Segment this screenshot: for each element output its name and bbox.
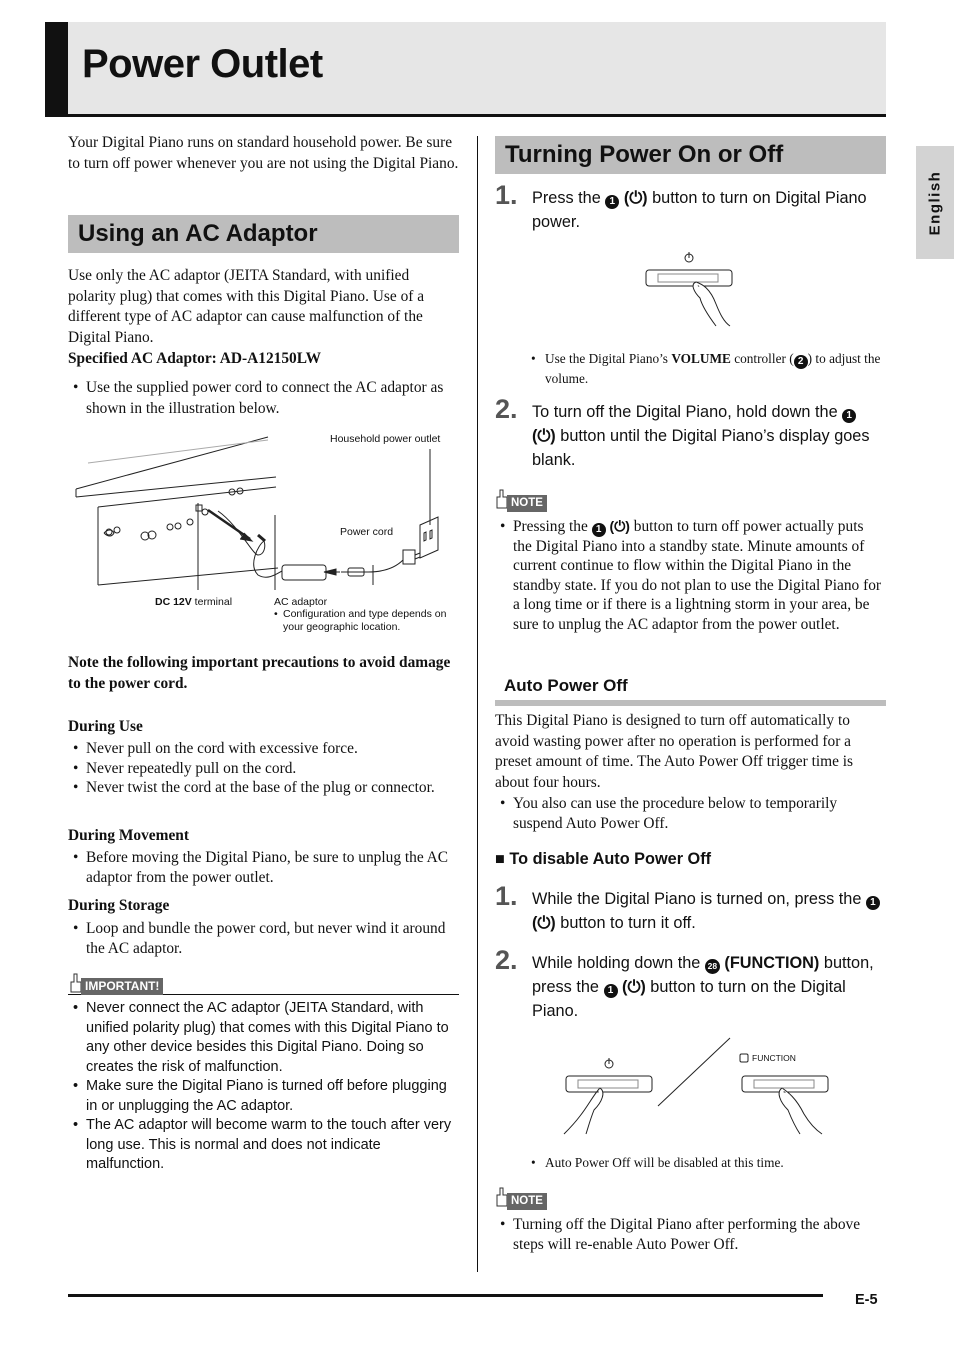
power-symbol: (⏻) — [532, 914, 556, 932]
important-header — [68, 972, 459, 995]
page-title: Power Outlet — [82, 42, 323, 86]
volume-note-part: controller ( — [730, 351, 794, 366]
label-ac-adaptor: AC adaptor — [274, 596, 328, 608]
note-badge: NOTE — [507, 495, 547, 512]
step-text-part: While holding down the — [532, 954, 705, 972]
function-button-label: FUNCTION — [752, 1053, 796, 1063]
step-text — [532, 951, 884, 1023]
note-text: • Pressing the 1 (⏻) button to turn off power actually puts the Digital Piano into a standby state. Minute amounts of current continue to flow within the Digital Piano in the standby state. If you do not plan to use the Digital Piano for a long time or if there is a lightning storm in your area, be sure to unplug the AC adaptor from the power outlet. — [500, 518, 882, 633]
step-text-part: To turn off the Digital Piano, hold down the — [532, 403, 843, 421]
label-dc-bold: DC 12V — [155, 596, 192, 608]
label-power-cord: Power cord — [340, 526, 394, 538]
during-use-list — [68, 739, 460, 798]
note-badge: NOTE — [507, 1193, 547, 1210]
precautions-heading: Note the following important precautions to avoid damage to the power cord. — [68, 654, 451, 692]
during-movement-list — [68, 848, 460, 887]
intro-paragraph: Your Digital Piano runs on standard household power. Be sure to turn off power whenever you are not using the Digital Piano. — [68, 134, 459, 172]
step-text-part: button, press the — [532, 954, 874, 996]
step-text-part: button to turn on the Digital Piano. — [532, 978, 846, 1020]
disable-heading — [495, 850, 711, 869]
auto-power-off-paragraph: This Digital Piano is designed to turn off automatically to avoid wasting power after no operation is performed for a preset amount of time. The Auto Power Off trigger time is about four hours. — [495, 712, 854, 791]
label-ac-note-text: Configuration and type depends on your geographic location. — [283, 608, 447, 633]
step-number: 1. — [495, 180, 518, 210]
note-text-part: button to turn off power actually puts the Digital Piano into a standby state. Minute amounts of current continue to flow within the Digital Piano in the standby state. If you do not plan to use the Digital Piano for a long time or if there is a lightning storm in your area, be sure to unplug the AC adaptor from the power outlet. — [513, 518, 882, 633]
footer-rule — [68, 1294, 823, 1297]
label-dc-terminal — [155, 596, 232, 608]
important-list — [68, 999, 460, 1175]
step-text-part: button until the Digital Piano’s display goes blank. — [532, 427, 870, 469]
ac-bullet-list — [68, 378, 460, 419]
volume-note: • Use the Digital Piano’s VOLUME controller ( 2 ) to adjust the volume. — [531, 351, 881, 386]
step-text-part: While the Digital Piano is turned on, press the — [532, 890, 866, 908]
note-header-2 — [495, 1186, 565, 1210]
section-heading-power: Turning Power On or Off — [495, 136, 886, 174]
during-storage-list — [68, 919, 460, 958]
power-button-number: 1 — [842, 409, 856, 423]
label-household-outlet: Household power outlet — [330, 433, 441, 445]
language-tab-label: English — [926, 170, 944, 235]
auto-power-off-rule — [495, 700, 886, 706]
list-item: • Make sure the Digital Piano is turned off before plugging in or unplugging the AC adaptor. — [68, 1077, 460, 1116]
power-button-number: 1 — [866, 896, 880, 910]
list-item: • Use the supplied power cord to connect the AC adaptor as shown in the illustration below. — [68, 378, 460, 419]
important-badge: IMPORTANT! — [81, 978, 163, 995]
auto-power-off-bullet — [495, 794, 886, 833]
list-item: • Never twist the cord at the base of the plug or connector. — [68, 778, 460, 798]
disable-step-2 — [495, 945, 886, 1025]
column-divider — [477, 136, 478, 1272]
power-button-illustration — [640, 248, 740, 328]
function-power-illustration — [560, 1036, 830, 1136]
list-item: • Never connect the AC adaptor (JEITA Standard, with unified polarity plug) that comes with this Digital Piano to any other device besides this Digital Piano. Doing so creates the risk of malfunction. — [68, 999, 460, 1077]
list-item: • You also can use the procedure below to temporarily suspend Auto Power Off. — [495, 794, 886, 833]
disable-step-1 — [495, 881, 886, 937]
step-text — [532, 186, 882, 234]
function-label: (FUNCTION) — [724, 954, 820, 972]
step-text-part: Press the — [532, 189, 606, 207]
section-heading-ac-adaptor: Using an AC Adaptor — [68, 215, 459, 253]
power-symbol: (⏻) — [609, 518, 630, 534]
list-item: • The AC adaptor will become warm to the touch after very long use. This is normal and does not indicate malfunction. — [68, 1116, 460, 1175]
list-item: • Before moving the Digital Piano, be sure to unplug the AC adaptor from the power outlet. — [68, 848, 460, 887]
volume-number: 2 — [794, 355, 808, 369]
step-2 — [495, 394, 886, 474]
title-accent-block — [45, 22, 68, 114]
step-number: 2. — [495, 945, 518, 975]
disabled-note-text: Auto Power Off will be disabled at this time. — [545, 1155, 784, 1170]
power-symbol: (⏻) — [623, 189, 648, 207]
power-button-number: 1 — [605, 195, 619, 209]
step-number: 2. — [495, 394, 518, 424]
volume-note-part: ) to adjust the volume. — [545, 351, 881, 386]
note-header — [495, 488, 565, 512]
title-bar — [45, 22, 886, 117]
volume-note-part: Use the Digital Piano’s — [545, 351, 672, 366]
auto-power-off-heading: Auto Power Off — [504, 676, 628, 695]
power-button-number: 1 — [592, 523, 606, 537]
step-text — [532, 887, 884, 935]
disabled-note: • Auto Power Off will be disabled at this time. — [531, 1155, 784, 1170]
step-text-part: button to turn it off. — [555, 914, 696, 932]
page-number: E-5 — [855, 1292, 878, 1308]
language-tab — [916, 146, 954, 259]
function-button-number: 28 — [705, 959, 720, 974]
disable-heading-text: To disable Auto Power Off — [509, 850, 712, 868]
list-item: • Never pull on the cord with excessive force. — [68, 739, 460, 759]
step-number: 1. — [495, 881, 518, 911]
power-symbol: (⏻) — [532, 427, 556, 445]
specified-adaptor: Specified AC Adaptor: AD-A12150LW — [68, 350, 321, 367]
label-ac-note: • Configuration and type depends on your geographic location. — [274, 608, 447, 633]
volume-label: VOLUME — [671, 351, 731, 366]
square-bullet-icon: ■ — [495, 850, 510, 868]
power-button-number: 1 — [604, 984, 618, 998]
step-text-part: button to turn on Digital Piano power. — [532, 189, 867, 231]
during-movement-title: During Movement — [68, 827, 189, 844]
label-dc-rest: terminal — [191, 596, 233, 608]
list-item: • Never repeatedly pull on the cord. — [68, 759, 460, 779]
during-storage-title: During Storage — [68, 897, 170, 914]
note-text-part: Pressing the — [513, 518, 592, 535]
step-text — [532, 400, 884, 472]
ac-paragraph: Use only the AC adaptor (JEITA Standard, with unified polarity plug) that comes with this Digital Piano. Use of a different type of AC adaptor can cause malfunction of the Digital Piano. — [68, 267, 425, 346]
during-use-title: During Use — [68, 718, 143, 735]
list-item: • Turning off the Digital Piano after performing the above steps will re-enable Auto Power Off. — [495, 1215, 886, 1254]
power-symbol: (⏻) — [622, 978, 646, 996]
step-1 — [495, 180, 886, 236]
list-item: • Loop and bundle the power cord, but never wind it around the AC adaptor. — [68, 919, 460, 958]
note-2-list — [495, 1215, 886, 1254]
